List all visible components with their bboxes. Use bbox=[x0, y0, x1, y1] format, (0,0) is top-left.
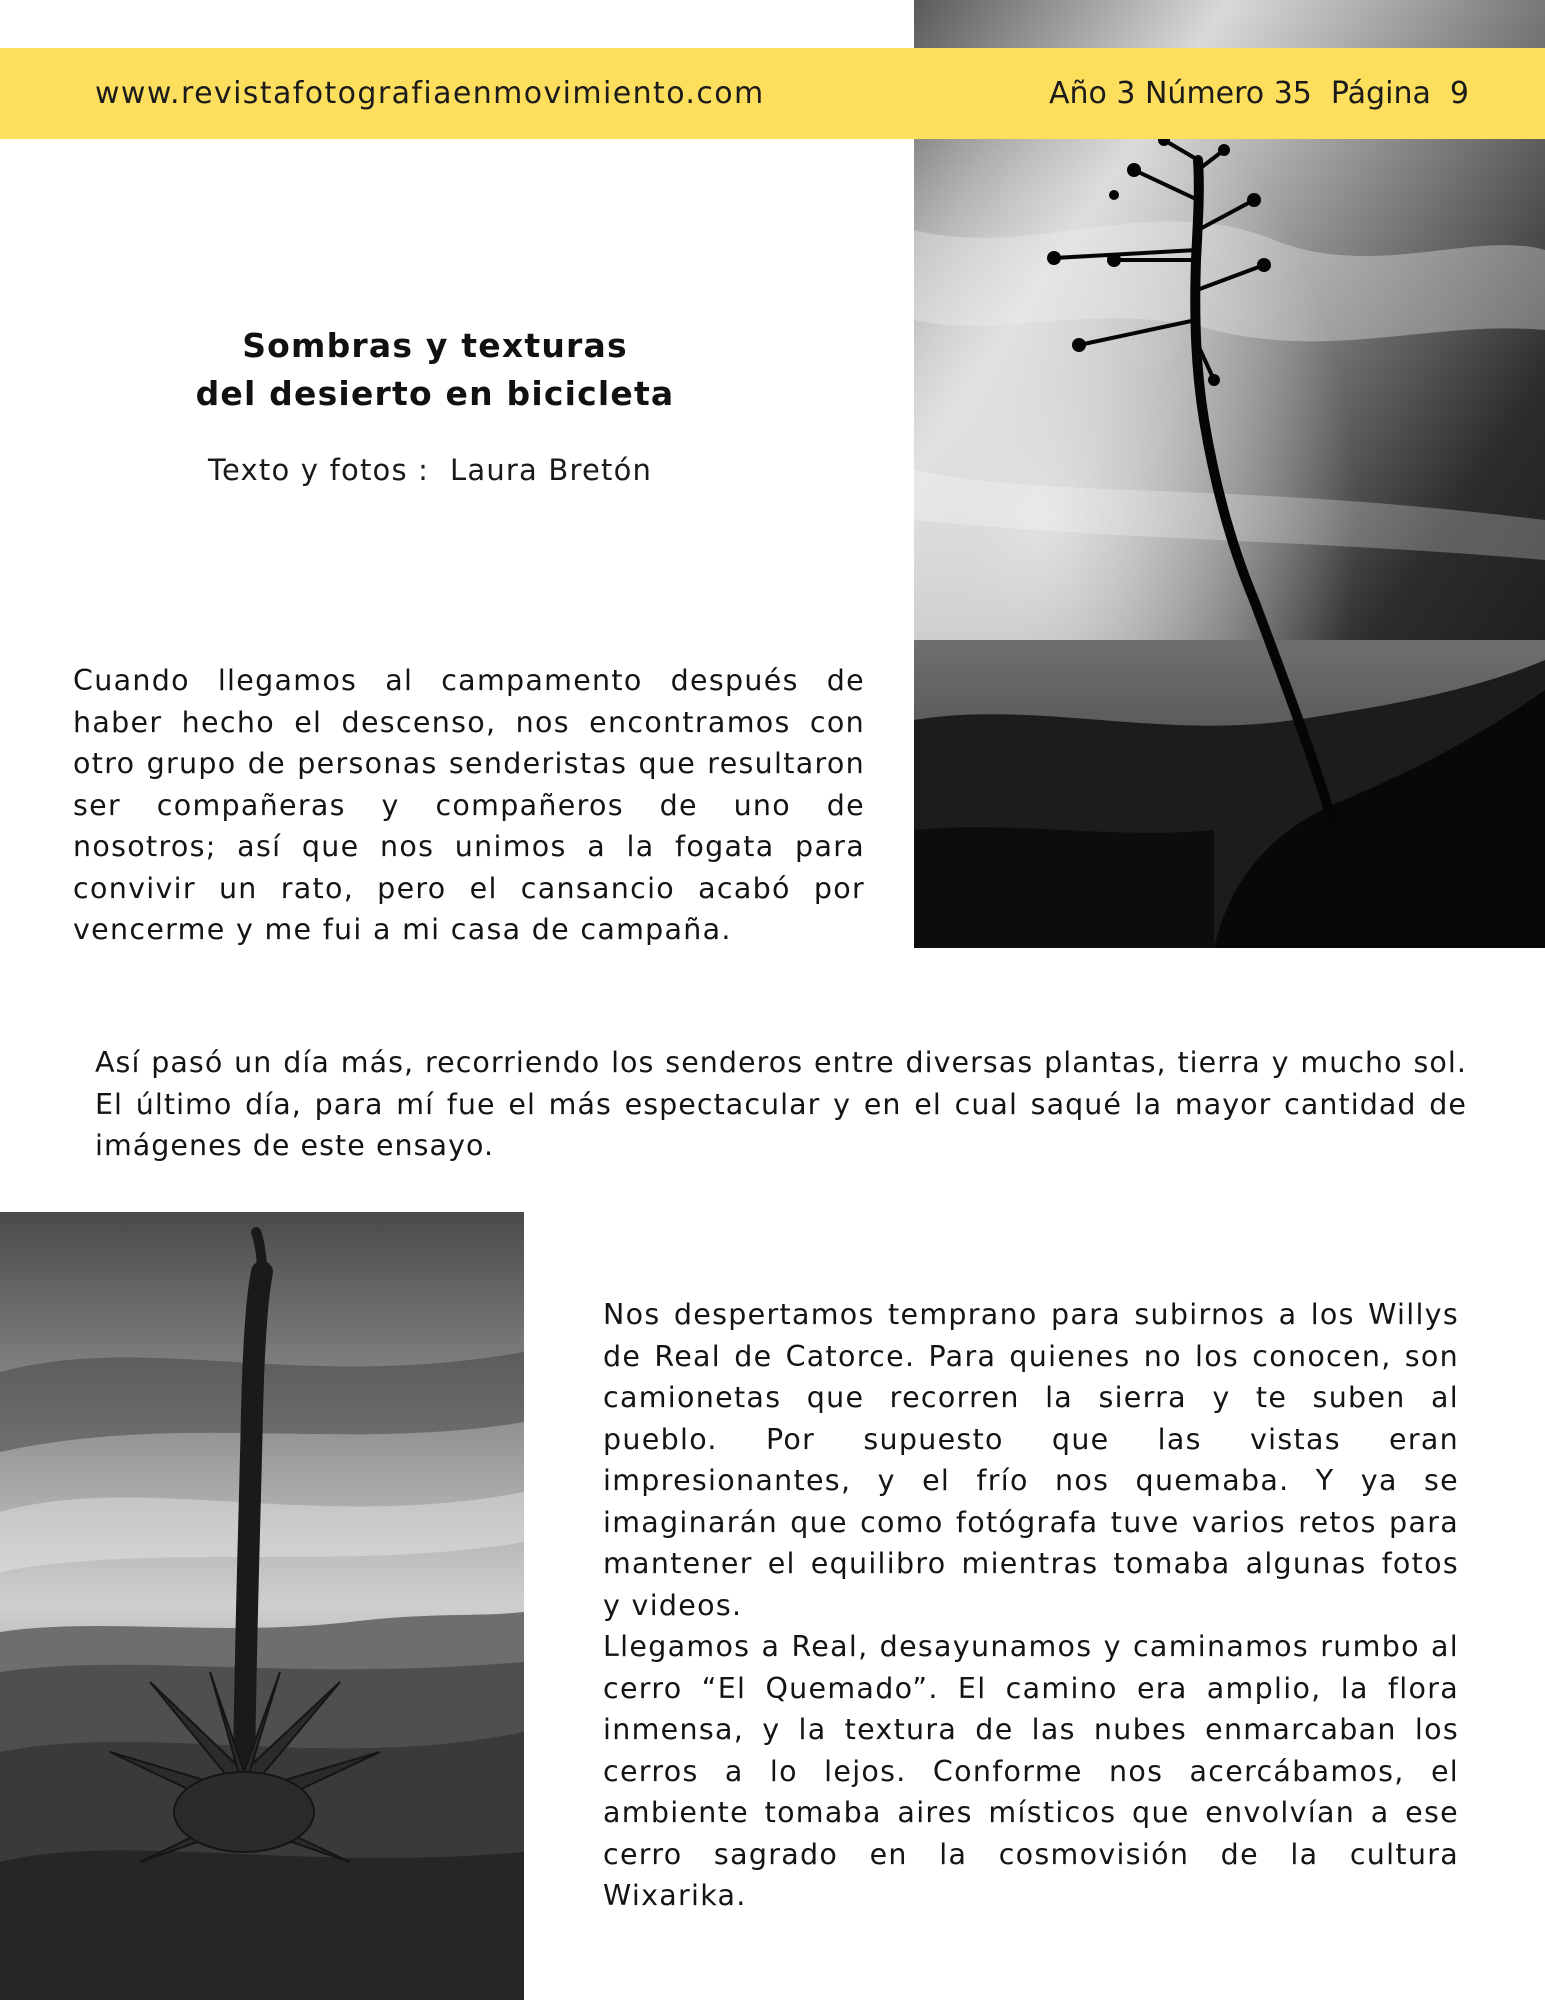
paragraph-4: Llegamos a Real, desayunamos y caminamos rumbo al cerro “El Quemado”. El camino era amplio, la flora inmensa, y la textura de las nubes enmarcaban los cerros a lo lejos. Conforme nos acercábamos, el ambiente tomaba aires místicos que envolvían a ese cerro sagrado en la cosmovisión de la cultura Wixarika. bbox=[603, 1630, 1459, 1912]
byline: Texto y fotos : Laura Bretón bbox=[208, 453, 653, 487]
paragraph-1: Cuando llegamos al campamento después de haber hecho el descenso, nos encontramos con otro grupo de personas senderistas que resultaron ser compañeras y compañeros de uno de nosotros; así que nos unimos a la fogata para convivir un rato, pero el cansancio acabó por vencerme y me fui a mi casa de campaña. bbox=[73, 664, 865, 946]
article-title bbox=[150, 322, 720, 418]
agave-hills-photo bbox=[0, 1212, 524, 2000]
site-url-link[interactable]: www.revistafotografiaenmovimiento.com bbox=[95, 76, 765, 111]
header-bar bbox=[0, 48, 1545, 139]
paragraph-3: Nos despertamos temprano para subirnos a los Willys de Real de Catorce. Para quienes no los conocen, son camionetas que recorren la sierra y te suben al pueblo. Por supuesto que las vistas eran impresionantes, y el frío nos quemaba. Y ya se imaginarán que como fotógrafa tuve varios retos para mantener el equilibro mientras tomaba algunas fotos y videos. bbox=[603, 1298, 1459, 1622]
article-title-line-2: del desierto en bicicleta bbox=[195, 374, 675, 413]
paragraph-2: Así pasó un día más, recorriendo los senderos entre diversas plantas, tierra y mucho sol. El último día, para mí fue el más espectacular y en el cual saqué la mayor cantidad de imágenes de este ensayo. bbox=[95, 1046, 1467, 1162]
agave-stalk-sky-photo bbox=[914, 0, 1545, 948]
issue-page-info: Año 3 Número 35 Página 9 bbox=[1048, 76, 1469, 111]
article-title-line-1: Sombras y texturas bbox=[242, 326, 628, 365]
